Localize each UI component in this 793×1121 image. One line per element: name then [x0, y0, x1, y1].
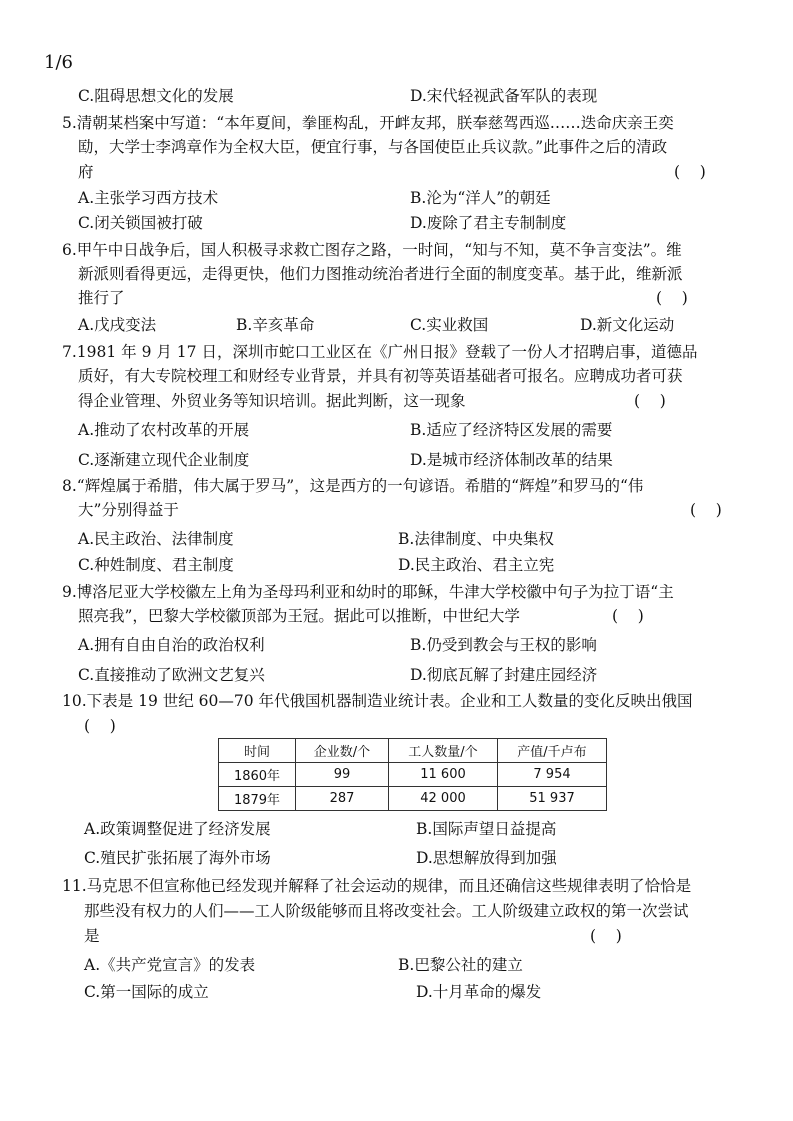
q6-stem-line1: 6.甲午中日战争后，国人积极寻求救亡图存之路，一时间，“知与不知，莫不争言变法”。维 — [62, 241, 682, 259]
q4-option-c: C.阻碍思想文化的发展 — [78, 87, 234, 105]
q11-option-d: D.十月革命的爆发 — [416, 983, 542, 1001]
q6-stem-line3: 推行了 — [78, 289, 125, 307]
q9-stem-line2: 照亮我”，巴黎大学校徽顶部为王冠。据此可以推断，中世纪大学 — [78, 607, 520, 625]
q5-stem-line3: 府 — [78, 163, 94, 181]
q6-option-a: A.戊戌变法 — [78, 316, 157, 334]
q11-stem-line3: 是 — [84, 927, 100, 945]
q10-option-a: A.政策调整促进了经济发展 — [84, 820, 271, 838]
q5-answer-paren: ( ) — [674, 163, 706, 181]
q7-stem-line1: 7.1981 年 9 月 17 日，深圳市蛇口工业区在《广州日报》登载了一份人才招聘启事，道德品 — [62, 343, 698, 361]
table-cell: 7 954 — [498, 763, 607, 787]
table-cell: 1860年 — [219, 763, 296, 787]
q8-stem-line1: 8.“辉煌属于希腊，伟大属于罗马”，这是西方的一句谚语。希腊的“辉煌”和罗马的“伟 — [62, 477, 644, 495]
table-header-cell: 产值/千卢布 — [498, 739, 607, 763]
q6-option-b: B.辛亥革命 — [236, 316, 315, 334]
q10-stem-line1: 10.下表是 19 世纪 60—70 年代俄国机器制造业统计表。企业和工人数量的变化反映出俄国 — [62, 692, 693, 710]
q10-stats-table — [218, 738, 607, 811]
q11-stem-line2: 那些没有权力的人们——工人阶级能够而且将改变社会。工人阶级建立政权的第一次尝试 — [84, 902, 689, 920]
table-cell: 99 — [296, 763, 389, 787]
table-cell: 1879年 — [219, 787, 296, 811]
q7-answer-paren: ( ) — [634, 392, 666, 410]
table-cell: 11 600 — [389, 763, 498, 787]
q5-option-b: B.沦为“洋人”的朝廷 — [410, 189, 551, 207]
q7-stem-line2: 质好，有大专院校理工和财经专业背景，并具有初等英语基础者可报名。应聘成功者可获 — [78, 367, 683, 385]
table-header-cell: 企业数/个 — [296, 739, 389, 763]
q8-option-d: D.民主政治、君主立宪 — [398, 556, 555, 574]
q8-option-b: B.法律制度、中央集权 — [398, 530, 554, 548]
q9-option-c: C.直接推动了欧洲文艺复兴 — [78, 666, 265, 684]
q7-option-a: A.推动了农村改革的开展 — [78, 421, 250, 439]
q11-stem-line1: 11.马克思不但宣称他已经发现并解释了社会运动的规律，而且还确信这些规律表明了恰恰是 — [62, 877, 692, 895]
table-header-cell: 工人数量/个 — [389, 739, 498, 763]
q10-option-b: B.国际声望日益提高 — [416, 820, 557, 838]
table-header-row — [219, 739, 607, 763]
q5-stem-line1: 5.清朝某档案中写道：“本年夏间，拳匪构乱，开衅友邦，朕奉慈驾西巡……迭命庆亲王奕 — [62, 114, 674, 132]
q9-answer-paren: ( ) — [612, 607, 644, 625]
table-row — [219, 763, 607, 787]
table-cell: 42 000 — [389, 787, 498, 811]
q11-option-a: A.《共产党宣言》的发表 — [84, 956, 256, 974]
table-row — [219, 787, 607, 811]
q7-option-b: B.适应了经济特区发展的需要 — [410, 421, 613, 439]
q8-answer-paren: ( ) — [690, 501, 722, 519]
q10-option-d: D.思想解放得到加强 — [416, 849, 557, 867]
q6-answer-paren: ( ) — [656, 289, 688, 307]
q11-answer-paren: ( ) — [590, 927, 622, 945]
q7-option-d: D.是城市经济体制改革的结果 — [410, 451, 613, 469]
q5-stem-line2: 劻，大学士李鸿章作为全权大臣，便宜行事，与各国使臣止兵议款。”此事件之后的清政 — [78, 138, 668, 156]
page-number: 1/6 — [44, 52, 73, 73]
table-cell: 287 — [296, 787, 389, 811]
q10-option-c: C.殖民扩张拓展了海外市场 — [84, 849, 271, 867]
q4-option-d: D.宋代轻视武备军队的表现 — [410, 87, 598, 105]
q7-stem-line3: 得企业管理、外贸业务等知识培训。据此判断，这一现象 — [78, 392, 466, 410]
table-cell: 51 937 — [498, 787, 607, 811]
q9-option-d: D.彻底瓦解了封建庄园经济 — [410, 666, 598, 684]
q9-option-a: A.拥有自由自治的政治权利 — [78, 636, 265, 654]
q9-stem-line1: 9.博洛尼亚大学校徽左上角为圣母玛利亚和幼时的耶稣，牛津大学校徽中句子为拉丁语“主 — [62, 583, 674, 601]
q9-option-b: B.仍受到教会与王权的影响 — [410, 636, 597, 654]
q8-option-c: C.种姓制度、君主制度 — [78, 556, 234, 574]
q5-option-c: C.闭关锁国被打破 — [78, 214, 203, 232]
q5-option-a: A.主张学习西方技术 — [78, 189, 219, 207]
q6-option-c: C.实业救国 — [410, 316, 489, 334]
q8-option-a: A.民主政治、法律制度 — [78, 530, 234, 548]
q8-stem-line2: 大”分别得益于 — [78, 501, 179, 519]
q7-option-c: C.逐渐建立现代企业制度 — [78, 451, 250, 469]
table-header-cell: 时间 — [219, 739, 296, 763]
q6-stem-line2: 新派则看得更远，走得更快，他们力图推动统治者进行全面的制度变革。基于此，维新派 — [78, 265, 683, 283]
q5-option-d: D.废除了君主专制制度 — [410, 214, 567, 232]
q11-option-b: B.巴黎公社的建立 — [398, 956, 523, 974]
q6-option-d: D.新文化运动 — [580, 316, 675, 334]
q11-option-c: C.第一国际的成立 — [84, 983, 209, 1001]
q10-answer-paren: ( ) — [84, 717, 116, 735]
